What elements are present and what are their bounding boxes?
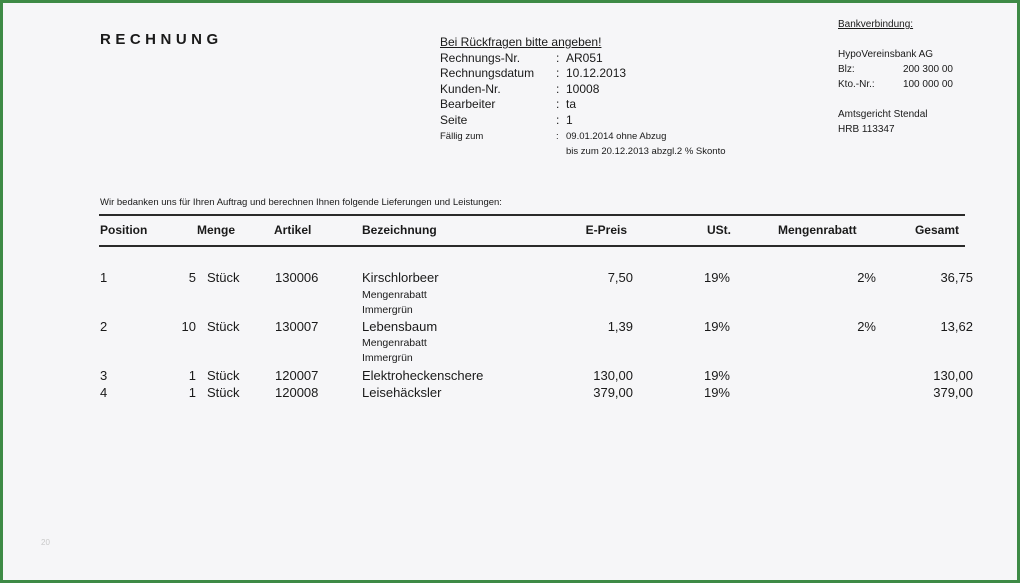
row-description-note: Mengenrabatt	[362, 337, 427, 349]
bank-block	[838, 17, 953, 137]
row-unit-price: 7,50	[607, 270, 633, 285]
ref-value: ta	[566, 97, 577, 112]
ref-label: Rechnungs-Nr.	[440, 50, 521, 65]
row-unit: Stück	[207, 270, 240, 285]
row-total: 379,00	[933, 385, 973, 400]
row-description: Lebensbaum	[362, 319, 438, 334]
bank-name: HypoVereinsbank AG	[838, 49, 934, 60]
table-header-rule	[99, 245, 965, 247]
row-description: Elektroheckenschere	[362, 368, 484, 383]
row-article: 130007	[275, 319, 319, 334]
col-header-quantity: Menge	[197, 223, 236, 237]
due-line-1: 09.01.2014 ohne Abzug	[566, 130, 667, 142]
due-separator: :	[556, 130, 559, 142]
row-unit-price: 379,00	[593, 385, 633, 400]
ref-row-invoice-number	[440, 51, 726, 67]
row-position: 3	[100, 368, 108, 383]
ref-separator: :	[556, 50, 560, 65]
ref-row-invoice-date	[440, 66, 726, 82]
row-unit: Stück	[207, 368, 240, 383]
col-header-description: Bezeichnung	[362, 223, 437, 237]
bank-account-label: Kto.-Nr.:	[838, 79, 875, 90]
row-discount: 2%	[857, 270, 876, 285]
col-header-total: Gesamt	[914, 223, 959, 237]
row-unit-price: 130,00	[593, 368, 633, 383]
ref-value: 10008	[566, 81, 600, 96]
row-unit: Stück	[207, 319, 240, 334]
row-quantity: 1	[188, 385, 196, 400]
ref-label: Kunden-Nr.	[440, 81, 501, 96]
reference-block	[440, 35, 726, 160]
row-quantity: 5	[188, 270, 196, 285]
row-position: 2	[100, 319, 108, 334]
bank-account-row	[838, 77, 953, 92]
col-header-article: Artikel	[274, 223, 312, 237]
ref-separator: :	[556, 112, 560, 127]
ref-row-clerk	[440, 97, 726, 113]
row-article: 120008	[275, 385, 319, 400]
row-vat: 19%	[703, 270, 730, 285]
ref-label: Bearbeiter	[440, 97, 496, 112]
row-description-note: Mengenrabatt	[362, 289, 427, 301]
row-description-note: Immergrün	[362, 304, 413, 316]
ref-separator: :	[556, 66, 560, 81]
ref-separator: :	[556, 97, 560, 112]
reference-heading: Bei Rückfragen bitte angeben!	[440, 35, 602, 49]
ref-row-due-discount	[440, 144, 726, 160]
table-top-rule	[99, 214, 965, 216]
bank-heading: Bankverbindung:	[838, 19, 914, 30]
col-header-vat: USt.	[707, 223, 731, 237]
row-vat: 19%	[703, 368, 730, 383]
bank-blz-value: 200 300 00	[902, 64, 953, 75]
row-article: 120007	[275, 368, 319, 383]
row-vat: 19%	[703, 319, 730, 334]
due-label: Fällig zum	[440, 130, 484, 142]
ref-row-page	[440, 113, 726, 129]
col-header-unit-price: E-Preis	[585, 223, 627, 237]
ref-value: 1	[566, 112, 573, 127]
ref-row-customer-number	[440, 82, 726, 98]
due-line-2: bis zum 20.12.2013 abzgl.2 % Skonto	[566, 146, 726, 158]
ref-value: AR051	[566, 50, 603, 65]
page-number: 20	[41, 538, 50, 547]
row-unit-price: 1,39	[607, 319, 633, 334]
row-quantity: 1	[188, 368, 196, 383]
row-article: 130006	[275, 270, 319, 285]
bank-blz-row	[838, 62, 953, 77]
bank-court: Amtsgericht Stendal	[838, 109, 928, 120]
bank-account-value: 100 000 00	[902, 79, 953, 90]
ref-label: Rechnungsdatum	[440, 66, 535, 81]
row-total: 13,62	[940, 319, 973, 334]
invoice-title: RECHNUNG	[100, 31, 223, 48]
row-unit: Stück	[207, 385, 240, 400]
ref-label: Seite	[440, 112, 468, 127]
row-position: 4	[100, 385, 108, 400]
row-quantity: 10	[181, 319, 196, 334]
row-position: 1	[100, 270, 108, 285]
intro-text: Wir bedanken uns für Ihren Auftrag und berechnen Ihnen folgende Lieferungen und Leistungen:	[100, 197, 502, 208]
col-header-position: Position	[100, 223, 148, 237]
row-description: Leisehäcksler	[362, 385, 442, 400]
row-vat: 19%	[703, 385, 730, 400]
ref-separator: :	[556, 81, 560, 96]
ref-row-due	[440, 129, 726, 145]
col-header-discount: Mengenrabatt	[778, 223, 857, 237]
row-total: 36,75	[940, 270, 973, 285]
ref-value: 10.12.2013	[566, 66, 627, 81]
row-total: 130,00	[933, 368, 973, 383]
bank-blz-label: Blz:	[838, 64, 855, 75]
row-description-note: Immergrün	[362, 352, 413, 364]
bank-hrb: HRB 113347	[838, 124, 895, 135]
row-discount: 2%	[857, 319, 876, 334]
row-description: Kirschlorbeer	[362, 270, 439, 285]
